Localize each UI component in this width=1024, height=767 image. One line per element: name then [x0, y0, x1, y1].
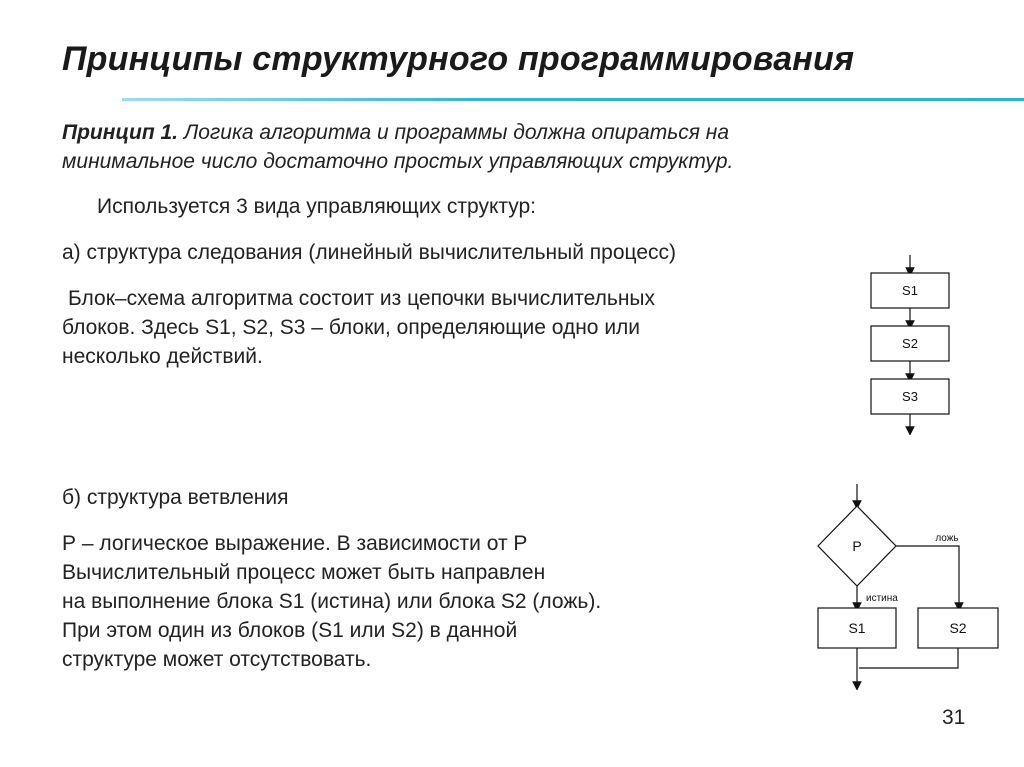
- principle-line-2: минимальное число достаточно простых управляющих структур.: [62, 150, 734, 173]
- merge-line: [859, 648, 958, 668]
- branch-flowchart: [810, 480, 1010, 690]
- section-a-line-2: блоков. Здесь S1, S2, S3 – блоки, определяющие одно или: [62, 316, 641, 339]
- section-a-line-1: Блок–схема алгоритма состоит из цепочки вычислительных: [68, 287, 656, 310]
- section-b-line-3: на выполнение блока S1 (истина) или блока S2 (ложь).: [62, 590, 602, 613]
- false-label: ложь: [935, 533, 959, 544]
- section-b-heading: б) структура ветвления: [62, 486, 289, 509]
- title-underline: [122, 98, 1024, 101]
- branch-block-s2-label: S2: [949, 620, 967, 636]
- sequence-block-s3-label: S3: [902, 389, 918, 404]
- sequence-block-s2-label: S2: [902, 336, 918, 351]
- page-number: 31: [942, 706, 966, 729]
- principle-text: [62, 118, 922, 176]
- condition-label: P: [852, 538, 862, 554]
- sequence-flowchart: [860, 250, 970, 435]
- intro-text: Используется 3 вида управляющих структур:: [97, 195, 537, 218]
- principle-line-1: Логика алгоритма и программы должна опираться на: [183, 121, 730, 144]
- section-a-line-3: несколько действий.: [62, 345, 263, 368]
- section-a-heading: а) структура следования (линейный вычислительный процесс): [62, 241, 676, 264]
- section-b-line-5: структуре может отсутствовать.: [62, 648, 372, 671]
- true-label: истина: [866, 593, 898, 604]
- false-branch-arrow: [896, 546, 959, 607]
- slide-title: Принципы структурного программирования: [62, 40, 855, 78]
- section-b-line-2: Вычислительный процесс может быть направлен: [62, 561, 546, 584]
- principle-label: Принцип 1.: [62, 121, 179, 144]
- section-a-description: [62, 284, 822, 371]
- section-b-line-1: Р – логическое выражение. В зависимости от Р: [62, 532, 528, 555]
- section-b-line-4: При этом один из блоков (S1 или S2) в данной: [62, 619, 518, 642]
- branch-block-s1-label: S1: [848, 620, 866, 636]
- sequence-block-s1-label: S1: [902, 283, 918, 298]
- section-b-description: [62, 529, 762, 674]
